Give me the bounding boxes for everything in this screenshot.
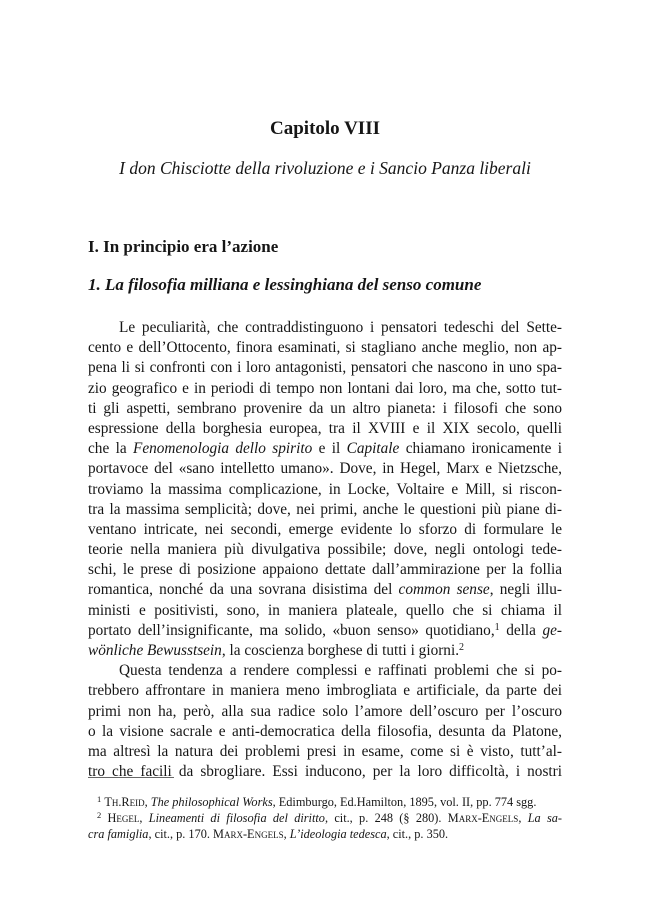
text-run: romantica, nonché da una sovrana disistima del [88, 581, 393, 599]
text-line: ma altresì la natura dei problemi presi in esame, come si è visto, tutt’al- [88, 742, 562, 760]
text-line: trebbero affrontare in maniera meno imbrogliata e artificiale, da parte dei [88, 682, 562, 700]
text-line: zio geografico e in periodi di tempo non lontani dai loro, ma che, sotto tut- [88, 379, 562, 397]
text-line [88, 621, 562, 641]
text-run: portato dell’insignificante, ma solido, «buon senso» quotidiano, [88, 621, 495, 639]
text-line: troviamo la massima complicazione, in Locke, Voltaire e Mill, si riscon- [88, 480, 562, 498]
footnote-2-cont [88, 826, 562, 842]
foreign-term: ge- [542, 621, 562, 639]
text-run: , [518, 811, 528, 825]
section-heading: I. In principio era l’azione [88, 237, 279, 256]
footnote-number: 1 [97, 794, 102, 804]
work-title: Capitale [346, 440, 400, 458]
text-line: ministi e positivisti, sono, in maniera plateale, quello che si chiama il [88, 601, 562, 619]
subsection-heading: 1. La filosofia milliana e lessinghiana del senso comune [88, 275, 482, 294]
foreign-term: wönliche Bewusstsein [88, 642, 222, 659]
text-run: , [139, 811, 149, 825]
text-run: , [283, 827, 290, 841]
footnote-number: 2 [97, 810, 102, 820]
body-text [88, 318, 562, 782]
text-line: espressione della borghesia europea, tra il XVIII e il XIX secolo, quelli [88, 419, 562, 437]
footnote-author: Th.Reid [104, 795, 145, 809]
footnote-title: The philosophical Works [150, 795, 273, 809]
text-run: , negli illu- [489, 581, 562, 599]
footnote-2 [88, 810, 562, 826]
text-run: chiamano ironicamente i [405, 440, 562, 458]
footnote-title: L’ideologia tedesca [289, 827, 387, 841]
text-line [88, 580, 562, 600]
footnote-title: cra famiglia [88, 827, 149, 841]
footnote-author: Marx-Engels [447, 811, 519, 825]
text-line: teorie nella maniera più divulgativa possibile; dove, negli ontologi tede- [88, 541, 562, 559]
text-line: Le peculiarità, che contraddistinguono i pensatori tedeschi del Sette- [119, 319, 562, 336]
footnote-title: Lineamenti di filosofia del diritto [148, 811, 325, 825]
footnote-title: La sa- [527, 811, 562, 825]
text-line: o la visione sacrale e anti-democratica della filosofia, desunta da Platone, [88, 722, 562, 740]
text-run: e il [318, 440, 341, 458]
text-line: schi, le prese di posizione appaiono dettate dall’ammirazione per la follia [88, 561, 562, 579]
work-title: Fenomenologia dello spirito [133, 440, 313, 458]
text-run: , Edimburgo, Ed.Hamilton, 1895, vol. II, pp. 774 sgg. [272, 795, 537, 809]
text-line: tra la massima semplicità; dove, nei primi, anche le questioni più piane di- [88, 500, 562, 518]
text-line: cento e dell’Ottocento, finora esaminati, si stagliano anche meglio, non ap- [88, 339, 562, 357]
text-line: portavoce del «sano intelletto umano». Dove, in Hegel, Marx e Nietzsche, [88, 460, 562, 478]
chapter-subtitle: I don Chisciotte della rivoluzione e i Sancio Panza liberali [119, 158, 531, 178]
text-run: , [144, 795, 151, 809]
foreign-term: common sense [398, 581, 490, 599]
text-line: tro che facili da sbrogliare. Essi inducono, per la loro difficoltà, i nostri [88, 763, 562, 781]
text-run: della [506, 621, 536, 639]
text-run: , la coscienza borghese di tutti i giorni. [221, 642, 460, 659]
text-line: Questa tendenza a rendere complessi e raffinati problemi che si po- [119, 662, 562, 680]
footnotes [88, 794, 562, 842]
footnote-author: Hegel [107, 811, 140, 825]
footnote-1 [88, 794, 562, 810]
text-run: che la [88, 440, 127, 458]
text-line: pena li si confronti con i loro antagonisti, pensatori che nascono in uno spa- [88, 359, 562, 377]
footnote-ref[interactable]: 1 [494, 621, 500, 633]
text-line [88, 641, 562, 661]
text-line: ventano intricate, nei secondi, emerge evidente lo sforzo di formulare le [88, 520, 562, 538]
footnote-separator [88, 777, 174, 778]
chapter-title: Capitolo VIII [270, 118, 380, 139]
text-run: , cit., p. 170. [148, 827, 210, 841]
text-line [88, 439, 562, 459]
text-line: primi non ha, però, alla sua radice solo l’amore dell’oscuro per l’oscuro [88, 702, 562, 720]
text-run: , cit., p. 248 (§ 280). [324, 811, 442, 825]
footnote-author: Marx-Engels [213, 827, 284, 841]
footnote-ref[interactable]: 2 [459, 642, 465, 653]
text-line: ti gli aspetti, sembrano provenire da un altro pianeta: i filosofi che sono [88, 399, 562, 417]
text-run: , cit., p. 350. [386, 827, 449, 841]
